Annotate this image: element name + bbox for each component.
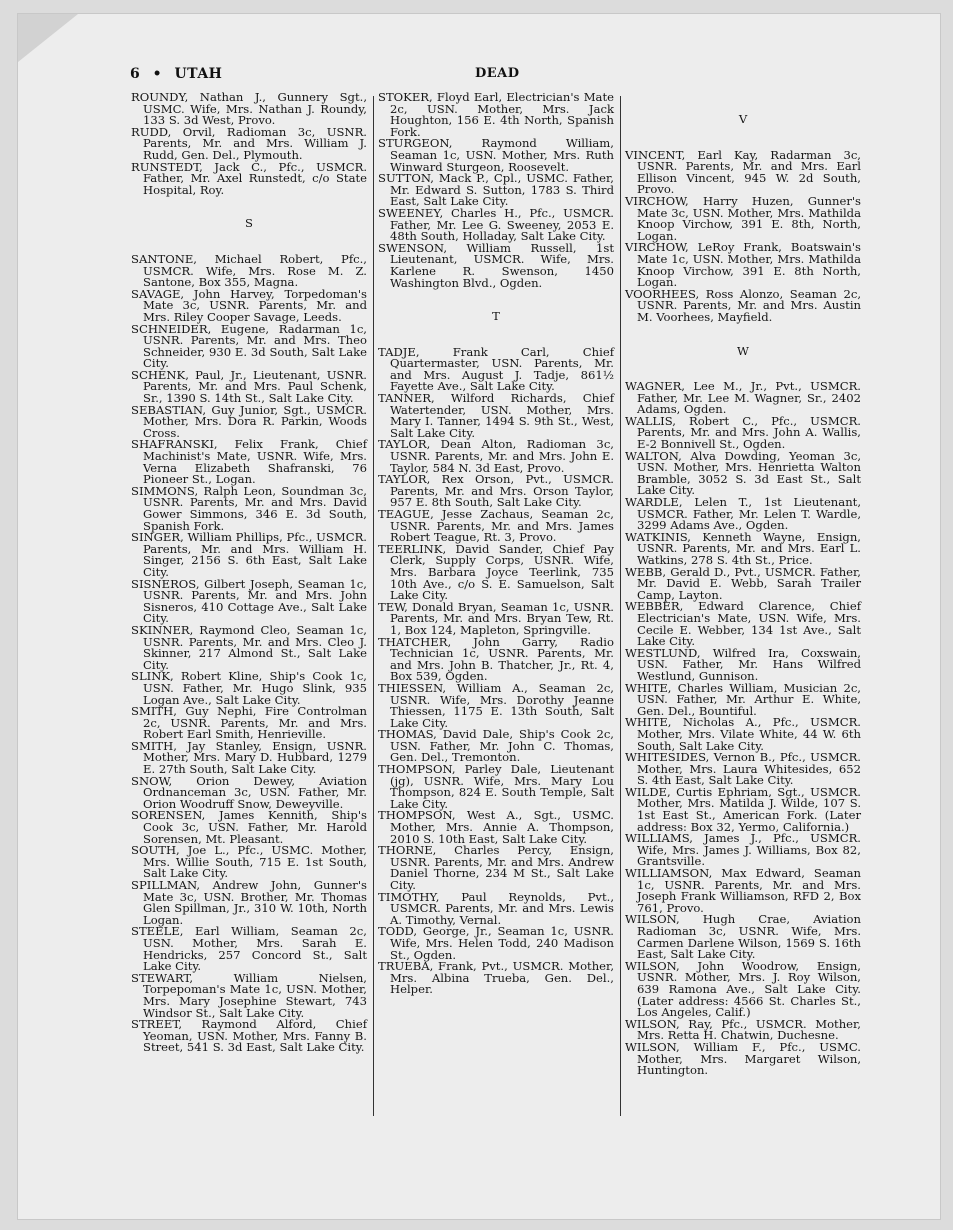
casualty-entry: THOMPSON, West A., Sgt., USMC. Mother, Mrs. Annie A. Thompson, 2010 S. 10th East, Salt Lake City. [378, 808, 614, 846]
casualty-entry: SUTTON, Mack P., Cpl., USMC. Father, Mr. Edward S. Sutton, 1783 S. Third East, Salt Lake City. [378, 171, 614, 209]
casualty-entry: WATKINIS, Kenneth Wayne, Ensign, USNR. Parents, Mr. and Mrs. Earl L. Watkins, 278 S. 4th St., Price. [625, 529, 861, 567]
casualty-entry: WHITESIDES, Vernon B., Pfc., USMCR. Mother, Mrs. Laura Whitesides, 652 S. 4th East, Salt Lake City. [625, 750, 861, 788]
casualty-entry: TEAGUE, Jesse Zachaus, Seaman 2c, USNR. Parents, Mr. and Mrs. James Robert Teague, Rt. 3, Provo. [378, 507, 614, 545]
casualty-entry: SOUTH, Joe L., Pfc., USMC. Mother, Mrs. Willie South, 715 E. 1st South, Salt Lake City. [131, 843, 367, 881]
casualty-entry: WALLIS, Robert C., Pfc., USMCR. Parents, Mr. and Mrs. John A. Wallis, E-2 Bonnivell St., Ogden. [625, 413, 861, 452]
casualty-entry: WHITE, Nicholas A., Pfc., USMCR. Mother, Mrs. Vilate White, 44 W. 6th South, Salt Lake City. [625, 715, 861, 753]
casualty-entry: WAGNER, Lee M., Jr., Pvt., USMCR. Father, Mr. Lee M. Wagner, Sr., 2402 Adams, Ogden. [625, 379, 861, 417]
casualty-entry: WILSON, Ray, Pfc., USMCR. Mother, Mrs. Retta H. Chatwin, Duchesne. [625, 1016, 861, 1043]
casualty-entry: TAYLOR, Rex Orson, Pvt., USMCR. Parents, Mr. and Mrs. Orson Taylor, 957 E. 8th South, Salt Lake City. [378, 472, 614, 510]
casualty-entry: SKINNER, Raymond Cleo, Seaman 1c, USNR. Parents, Mr. and Mrs. Cleo J. Skinner, 217 Almond St., Salt Lake City. [131, 622, 367, 672]
casualty-entry: WARDLE, Lelen T., 1st Lieutenant, USMCR. Father, Mr. Lelen T. Wardle, 3299 Adams Ave., Ogden. [625, 495, 861, 533]
casualty-entry: SCHENK, Paul, Jr., Lieutenant, USNR. Parents, Mr. and Mrs. Paul Schenk, Sr., 1390 S. 14th St., Salt Lake City. [131, 367, 367, 406]
column-left [131, 92, 367, 1054]
casualty-entry: WEBB, Gerald D., Pvt., USMCR. Father, Mr. David E. Webb, Sarah Trailer Camp, Layton. [625, 564, 861, 602]
casualty-entry: SWENSON, William Russell, 1st Lieutenant, USMCR. Wife, Mrs. Karlene R. Swenson, 1450 Washington Blvd., Ogden. [378, 240, 614, 290]
casualty-entry: TODD, George, Jr., Seaman 1c, USNR. Wife, Mrs. Helen Todd, 240 Madison St., Ogden. [378, 924, 614, 962]
section-letter-heading: S [245, 216, 253, 231]
column-right [625, 92, 861, 1077]
page-header [130, 66, 860, 86]
casualty-entry: STURGEON, Raymond William, Seaman 1c, USN. Mother, Mrs. Ruth Winward Sturgeon, Roosevelt. [378, 136, 614, 174]
casualty-entry: SWEENEY, Charles H., Pfc., USMCR. Father, Mr. Lee G. Sweeney, 2053 E. 48th South, Holladay, Salt Lake City. [378, 205, 614, 244]
casualty-entry: TEW, Donald Bryan, Seaman 1c, USNR. Parents, Mr. and Mrs. Bryan Tew, Rt. 1, Box 124, Mapleton, Springville. [378, 599, 614, 637]
casualty-entry: VIRCHOW, Harry Huzen, Gunner's Mate 3c, USN. Mother, Mrs. Mathilda Knoop Virchow, 391 E. 8th, North, Logan. [625, 193, 861, 243]
casualty-entry: SMITH, Guy Nephi, Fire Controlman 2c, USNR. Parents, Mr. and Mrs. Robert Earl Smith, Henrieville. [131, 704, 367, 742]
folded-corner [18, 14, 78, 62]
casualty-entry: STOKER, Floyd Earl, Electrician's Mate 2c, USN. Mother, Mrs. Jack Houghton, 156 E. 4th North, Spanish Fork. [378, 90, 614, 139]
casualty-entry: WESTLUND, Wilfred Ira, Coxswain, USN. Father, Mr. Hans Wilfred Westlund, Gunnison. [625, 645, 861, 683]
casualty-entry: SLINK, Robert Kline, Ship's Cook 1c, USN. Father, Mr. Hugo Slink, 935 Logan Ave., Salt Lake City. [131, 669, 367, 707]
casualty-entry: SISNEROS, Gilbert Joseph, Seaman 1c, USNR. Parents, Mr. and Mrs. John Sisneros, 410 Cottage Ave., Salt Lake City. [131, 576, 367, 626]
casualty-entry: TANNER, Wilford Richards, Chief Watertender, USN. Mother, Mrs. Mary I. Tanner, 1494 S. 9th St., West, Salt Lake City. [378, 391, 614, 440]
casualty-entry: WEBBER, Edward Clarence, Chief Electrician's Mate, USN. Wife, Mrs. Cecile E. Webber, 134 1st Ave., Salt Lake City. [625, 599, 861, 649]
state-name: UTAH [174, 66, 223, 82]
casualty-entry: TADJE, Frank Carl, Chief Quartermaster, USN. Parents, Mr. and Mrs. August J. Tadje, 861½ Fayette Ave., Salt Lake City. [378, 344, 614, 394]
casualty-entry: SHAFRANSKI, Felix Frank, Chief Machinist's Mate, USNR. Wife, Mrs. Verna Elizabeth Shafranski, 76 Pioneer St., Logan. [131, 437, 367, 487]
casualty-entry: VOORHEES, Ross Alonzo, Seaman 2c, USNR. Parents, Mr. and Mrs. Austin M. Voorhees, Mayfield. [625, 286, 861, 324]
casualty-entry: THATCHER, John Garry, Radio Technician 1c, USNR. Parents, Mr. and Mrs. John B. Thatcher, Jr., Rt. 4, Box 539, Ogden. [378, 634, 614, 684]
casualty-entry: RUNSTEDT, Jack C., Pfc., USMCR. Father, Mr. Axel Runstedt, c/o State Hospital, Roy. [131, 159, 367, 197]
casualty-entry: WILDE, Curtis Ephriam, Sgt., USMCR. Mother, Mrs. Matilda J. Wilde, 107 S. 1st East St., American Fork. (Later address: Box 32, Yermo, California.) [625, 784, 861, 834]
casualty-entry: WILSON, Hugh Crae, Aviation Radioman 3c, USNR. Wife, Mrs. Carmen Darlene Wilson, 1569 S. 16th East, Salt Lake City. [625, 912, 861, 962]
column-middle [378, 92, 614, 996]
casualty-entry: SEBASTIAN, Guy Junior, Sgt., USMCR. Mother, Mrs. Dora R. Parkin, Woods Cross. [131, 402, 367, 440]
casualty-entry: SANTONE, Michael Robert, Pfc., USMCR. Wife, Mrs. Rose M. Z. Santone, Box 355, Magna. [131, 251, 367, 290]
casualty-entry: THOMAS, David Dale, Ship's Cook 2c, USN. Father, Mr. John C. Thomas, Gen. Del., Tremonton. [378, 727, 614, 765]
section-letter-heading: V [738, 112, 748, 126]
casualty-entry: SORENSEN, James Kennith, Ship's Cook 3c, USN. Father, Mr. Harold Sorensen, Mt. Pleasant. [131, 808, 367, 846]
casualty-entry: SNOW, Orion Dewey, Aviation Ordnanceman 3c, USN. Father, Mr. Orion Woodruff Snow, Deweyville. [131, 773, 367, 811]
casualty-entry: WILLIAMS, James J., Pfc., USMCR. Wife, Mrs. James J. Williams, Box 82, Grantsville. [625, 831, 861, 869]
casualty-entry: ROUNDY, Nathan J., Gunnery Sgt., USMC. Wife, Mrs. Nathan J. Roundy, 133 S. 3d West, Provo. [131, 90, 367, 128]
section-letter-heading: T [492, 309, 500, 324]
casualty-entry: SAVAGE, John Harvey, Torpedoman's Mate 3c, USNR. Parents, Mr. and Mrs. Riley Cooper Savage, Leeds. [131, 286, 367, 324]
casualty-entry: TRUEBA, Frank, Pvt., USMCR. Mother, Mrs. Albina Trueba, Gen. Del., Helper. [378, 959, 614, 997]
casualty-entry: WALTON, Alva Dowding, Yeoman 3c, USN. Mother, Mrs. Henrietta Walton Bramble, 3052 S. 3d East St., Salt Lake City. [625, 448, 861, 498]
casualty-entry: WHITE, Charles William, Musician 2c, USN. Father, Mr. Arthur E. White, Gen. Del., Bountiful. [625, 680, 861, 718]
casualty-entry: RUDD, Orvil, Radioman 3c, USNR. Parents, Mr. and Mrs. William J. Rudd, Gen. Del., Plymouth. [131, 124, 367, 162]
casualty-entry: STEELE, Earl William, Seaman 2c, USN. Mother, Mrs. Sarah E. Hendricks, 257 Concord St., Salt Lake City. [131, 924, 367, 974]
casualty-entry: WILLIAMSON, Max Edward, Seaman 1c, USNR. Parents, Mr. and Mrs. Joseph Frank Williamson, RFD 2, Box 761, Provo. [625, 866, 861, 915]
casualty-entry: VIRCHOW, LeRoy Frank, Boatswain's Mate 1c, USN. Mother, Mrs. Mathilda Knoop Virchow, 391 E. 8th North, Logan. [625, 240, 861, 290]
page-number: 6 [130, 66, 141, 82]
casualty-entry: SINGER, William Phillips, Pfc., USMCR. Parents, Mr. and Mrs. William H. Singer, 2156 S. 6th East, Salt Lake City. [131, 530, 367, 579]
running-head [130, 66, 222, 82]
section-title: DEAD [475, 66, 520, 81]
casualty-entry: SCHNEIDER, Eugene, Radarman 1c, USNR. Parents, Mr. and Mrs. Theo Schneider, 930 E. 3d South, Salt Lake City. [131, 321, 367, 371]
casualty-entry: TIMOTHY, Paul Reynolds, Pvt., USMCR. Parents, Mr. and Mrs. Lewis A. Timothy, Vernal. [378, 889, 614, 927]
casualty-entry: WILSON, John Woodrow, Ensign, USNR. Mother, Mrs. J. Roy Wilson, 639 Ramona Ave., Salt Lake City. (Later address: 4566 St. Charles St., Los Angeles, Calif.) [625, 958, 861, 1020]
casualty-entry: VINCENT, Earl Kay, Radarman 3c, USNR. Parents, Mr. and Mrs. Earl Ellison Vincent, 945 W. 2d South, Provo. [625, 147, 861, 197]
casualty-entry: SPILLMAN, Andrew John, Gunner's Mate 3c, USN. Brother, Mr. Thomas Glen Spillman, Jr., 310 W. 10th, North Logan. [131, 878, 367, 927]
casualty-entry: THIESSEN, William A., Seaman 2c, USNR. Wife, Mrs. Dorothy Jeanne Thiessen, 1175 E. 13th South, Salt Lake City. [378, 680, 614, 730]
section-letter-heading: W [737, 343, 749, 358]
casualty-entry: SMITH, Jay Stanley, Ensign, USNR. Mother, Mrs. Mary D. Hubbard, 1279 E. 27th South, Salt Lake City. [131, 738, 367, 777]
casualty-entry: TEERLINK, David Sander, Chief Pay Clerk, Supply Corps, USNR. Wife, Mrs. Barbara Joyce Teerlink, 735 10th Ave., c/o S. E. Samuelson, Salt Lake City. [378, 541, 614, 603]
column-divider-right [620, 96, 621, 1116]
casualty-entry: STREET, Raymond Alford, Chief Yeoman, USN. Mother, Mrs. Fanny B. Street, 541 S. 3d East, Salt Lake City. [131, 1017, 367, 1055]
bullet-separator: • [152, 66, 163, 82]
casualty-entry: TAYLOR, Dean Alton, Radioman 3c, USNR. Parents, Mr. and Mrs. John E. Taylor, 584 N. 3d East, Provo. [378, 437, 614, 475]
casualty-entry: WILSON, William F., Pfc., USMC. Mother, Mrs. Margaret Wilson, Huntington. [625, 1039, 861, 1078]
column-divider-left [373, 96, 374, 1116]
casualty-entry: THORNE, Charles Percy, Ensign, USNR. Parents, Mr. and Mrs. Andrew Daniel Thorne, 234 M St., Salt Lake City. [378, 843, 614, 892]
casualty-entry: SIMMONS, Ralph Leon, Soundman 3c, USNR. Parents, Mr. and Mrs. David Gower Simmons, 346 E. 3d South, Spanish Fork. [131, 483, 367, 533]
casualty-entry: STEWART, William Nielsen, Torpepoman's Mate 1c, USN. Mother, Mrs. Mary Josephine Stewart, 743 Windsor St., Salt Lake City. [131, 970, 367, 1020]
casualty-entry: THOMPSON, Parley Dale, Lieutenant (jg), USNR. Wife, Mrs. Mary Lou Thompson, 824 E. South Temple, Salt Lake City. [378, 762, 614, 811]
